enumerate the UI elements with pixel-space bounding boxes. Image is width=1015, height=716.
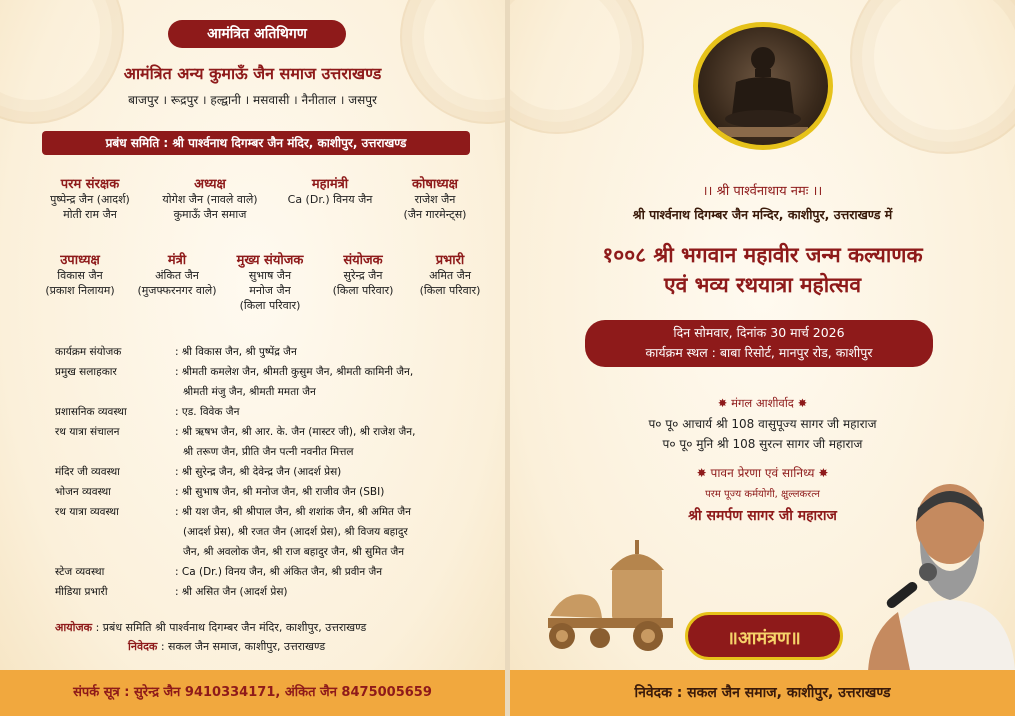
duty-row — [55, 343, 485, 363]
office-title: संयोजक — [343, 253, 383, 268]
duty-row — [55, 363, 485, 383]
guests-places: बाजपुर । रूद्रपुर । हल्द्वानी । मसवासी । नैनीताल । जसपुर — [128, 93, 377, 107]
duty-label: मीडिया प्रभारी — [55, 586, 108, 598]
duty-row — [55, 463, 485, 483]
footer-text: निवेदक : सकल जैन समाज, काशीपुर, उत्तराखण्ड — [634, 685, 891, 701]
inspiration-heading: पावन प्रेरणा एवं सानिध्य — [710, 466, 815, 480]
duty-value: : श्री सुरेन्द्र जैन, श्री देवेन्द्र जैन (आदर्श प्रेस) — [175, 466, 342, 478]
office-name: कुमाऊँ जैन समाज — [173, 208, 247, 221]
office-name: अमित जैन — [429, 269, 471, 282]
duty-value: जैन, श्री अवलोक जैन, श्री राज बहादुर जैन, श्री सुमित जैन — [183, 546, 405, 558]
duty-label: रथ यात्रा संचालन — [55, 426, 120, 438]
right-panel — [510, 0, 1015, 716]
duty-row — [55, 423, 485, 443]
office-name: मोती राम जैन — [63, 208, 117, 221]
blessing-heading-row — [510, 396, 1015, 411]
duty-label: भोजन व्यवस्था — [55, 486, 111, 498]
office-name: राजेश जैन — [414, 193, 456, 206]
duty-row — [55, 523, 485, 543]
duty-row — [55, 443, 485, 463]
office-bearer — [405, 250, 495, 298]
office-bearer — [220, 250, 320, 313]
date-venue-pill — [585, 320, 933, 367]
office-name: योगेश जैन (नावले वाले) — [162, 193, 258, 206]
office-title: मुख्य संयोजक — [236, 253, 304, 268]
right-footer — [510, 670, 1015, 716]
office-name: (मुजफ्फरनगर वाले) — [137, 284, 217, 297]
deity-image — [693, 22, 833, 150]
flower-icon: ✸ — [797, 396, 808, 410]
duty-row — [55, 543, 485, 563]
office-name: सुरेन्द्र जैन — [343, 269, 383, 282]
invitation-badge: ॥आमंत्रण॥ — [685, 612, 843, 660]
inspiration-sub: परम पूज्य कर्मयोगी, क्षुल्लकरत्न — [705, 489, 820, 500]
office-name: (किला परिवार) — [332, 284, 394, 297]
left-panel — [0, 0, 505, 716]
office-title: उपाध्यक्ष — [60, 253, 100, 268]
office-bearer — [375, 174, 495, 222]
office-bearer — [30, 250, 130, 298]
organiser-label: आयोजक — [55, 621, 93, 634]
guests-badge: आमंत्रित अतिथिगण — [168, 20, 346, 48]
office-bearer — [30, 174, 150, 222]
mandala-decoration — [850, 0, 1015, 154]
duty-value: श्री तरूण जैन, प्रीति जैन पत्नी नवनीत मित्तल — [183, 446, 354, 458]
duty-value: : श्रीमती कमलेश जैन, श्रीमती कुसुम जैन, श्रीमती कामिनी जैन, — [175, 366, 414, 378]
duty-value: : श्री विकास जैन, श्री पुष्पेंद्र जैन — [175, 346, 297, 358]
office-title: महामंत्री — [311, 177, 349, 192]
appeal-value: : सकल जैन समाज, काशीपुर, उत्तराखण्ड — [160, 640, 326, 653]
event-title-2: एवं भव्य रथयात्रा महोत्सव — [663, 273, 862, 297]
office-title: प्रभारी — [435, 253, 465, 268]
office-bearer — [318, 250, 408, 298]
office-bearer — [270, 174, 390, 207]
office-name: विकास जैन — [57, 269, 103, 282]
duty-value: : एड. विवेक जैन — [175, 406, 240, 418]
duty-row — [55, 483, 485, 503]
blessing-heading: मंगल आशीर्वाद — [731, 396, 794, 410]
office-name: Ca (Dr.) विनय जैन — [287, 193, 373, 206]
duty-value: श्रीमती मंजु जैन, श्रीमती ममता जैन — [183, 386, 316, 398]
duty-value: : श्री यश जैन, श्री श्रीपाल जैन, श्री शशांक जैन, श्री अमित जैन — [175, 506, 411, 518]
duty-value: : श्री असित जैन (आदर्श प्रेस) — [175, 586, 288, 598]
blessing-2: प० पू० मुनि श्री 108 सुरत्न सागर जी महाराज — [662, 437, 863, 451]
office-name: (किला परिवार) — [239, 299, 301, 312]
office-name: (प्रकाश निलायम) — [45, 284, 115, 297]
duty-row — [55, 403, 485, 423]
office-name: अंकित जैन — [155, 269, 199, 282]
organiser-value: : प्रबंध समिति श्री पार्श्वनाथ दिगम्बर जैन मंदिर, काशीपुर, उत्तराखण्ड — [95, 621, 367, 634]
flower-icon: ✸ — [696, 466, 707, 480]
duty-row — [55, 383, 485, 403]
duty-label: रथ यात्रा व्यवस्था — [55, 506, 119, 518]
temple-line: श्री पार्श्वनाथ दिगम्बर जैन मन्दिर, काशीपुर, उत्तराखण्ड में — [632, 207, 893, 222]
office-title: कोषाध्यक्ष — [412, 177, 458, 192]
appeal-line — [128, 639, 498, 654]
inspiration-name: श्री समर्पण सागर जी महाराज — [688, 508, 837, 524]
mantra: ।। श्री पार्श्वनाथाय नमः ।। — [702, 184, 823, 199]
office-name: सुभाष जैन — [248, 269, 292, 282]
appeal-label: निवेदक — [128, 640, 158, 653]
office-bearer — [140, 174, 280, 222]
blessing-1: प० पू० आचार्य श्री 108 वासुपूज्य सागर जी महाराज — [648, 417, 877, 431]
office-name: (किला परिवार) — [419, 284, 481, 297]
duty-row — [55, 563, 485, 583]
duty-label: प्रमुख सलाहकार — [55, 366, 117, 378]
organiser-line — [55, 620, 495, 635]
office-bearer — [122, 250, 232, 298]
duty-value: : श्री ऋषभ जैन, श्री आर. के. जैन (मास्टर जी), श्री राजेश जैन, — [175, 426, 416, 438]
duty-row — [55, 583, 485, 603]
monk-portrait — [850, 482, 1015, 670]
guests-title: आमंत्रित अन्य कुमाऊँ जैन समाज उत्तराखण्ड — [123, 64, 382, 83]
duty-label: कार्यक्रम संयोजक — [55, 346, 122, 358]
contact-line: संपर्क सूत्र : सुरेन्द्र जैन 9410334171, अंकित जैन 8475005659 — [73, 685, 432, 700]
venue-line: कार्यक्रम स्थल : बाबा रिसोर्ट, मानपुर रोड, काशीपुर — [645, 345, 873, 360]
left-footer — [0, 670, 505, 716]
duty-row — [55, 503, 485, 523]
mandala-decoration — [510, 0, 644, 134]
duty-value: (आदर्श प्रेस), श्री रजत जैन (आदर्श प्रेस), श्री विजय बहादुर — [183, 526, 408, 538]
office-name: पुष्पेन्द्र जैन (आदर्श) — [50, 193, 130, 206]
date-line: दिन सोमवार, दिनांक 30 मार्च 2026 — [673, 325, 845, 340]
flower-icon: ✸ — [717, 396, 728, 410]
office-title: मंत्री — [167, 253, 187, 268]
committee-banner: प्रबंध समिति : श्री पार्श्वनाथ दिगम्बर जैन मंदिर, काशीपुर, उत्तराखण्ड — [42, 131, 470, 155]
duty-label: मंदिर जी व्यवस्था — [55, 466, 120, 478]
duty-value: : श्री सुभाष जैन, श्री मनोज जैन, श्री राजीव जैन (SBI) — [175, 486, 385, 498]
inspiration-heading-row — [510, 464, 1015, 481]
duty-value: : Ca (Dr.) विनय जैन, श्री अंकित जैन, श्री प्रवीन जैन — [175, 566, 383, 578]
office-title: अध्यक्ष — [194, 177, 226, 192]
office-name: (जैन गारमेन्ट्स) — [403, 208, 467, 221]
duty-label: प्रशासनिक व्यवस्था — [55, 406, 127, 418]
chariot-image — [540, 538, 690, 658]
flower-icon: ✸ — [818, 466, 829, 480]
office-name: मनोज जैन — [249, 284, 291, 297]
event-title-1: १००८ श्री भगवान महावीर जन्म कल्याणक — [602, 243, 923, 267]
duty-label: स्टेज व्यवस्था — [55, 566, 105, 578]
office-title: परम संरक्षक — [60, 177, 120, 192]
